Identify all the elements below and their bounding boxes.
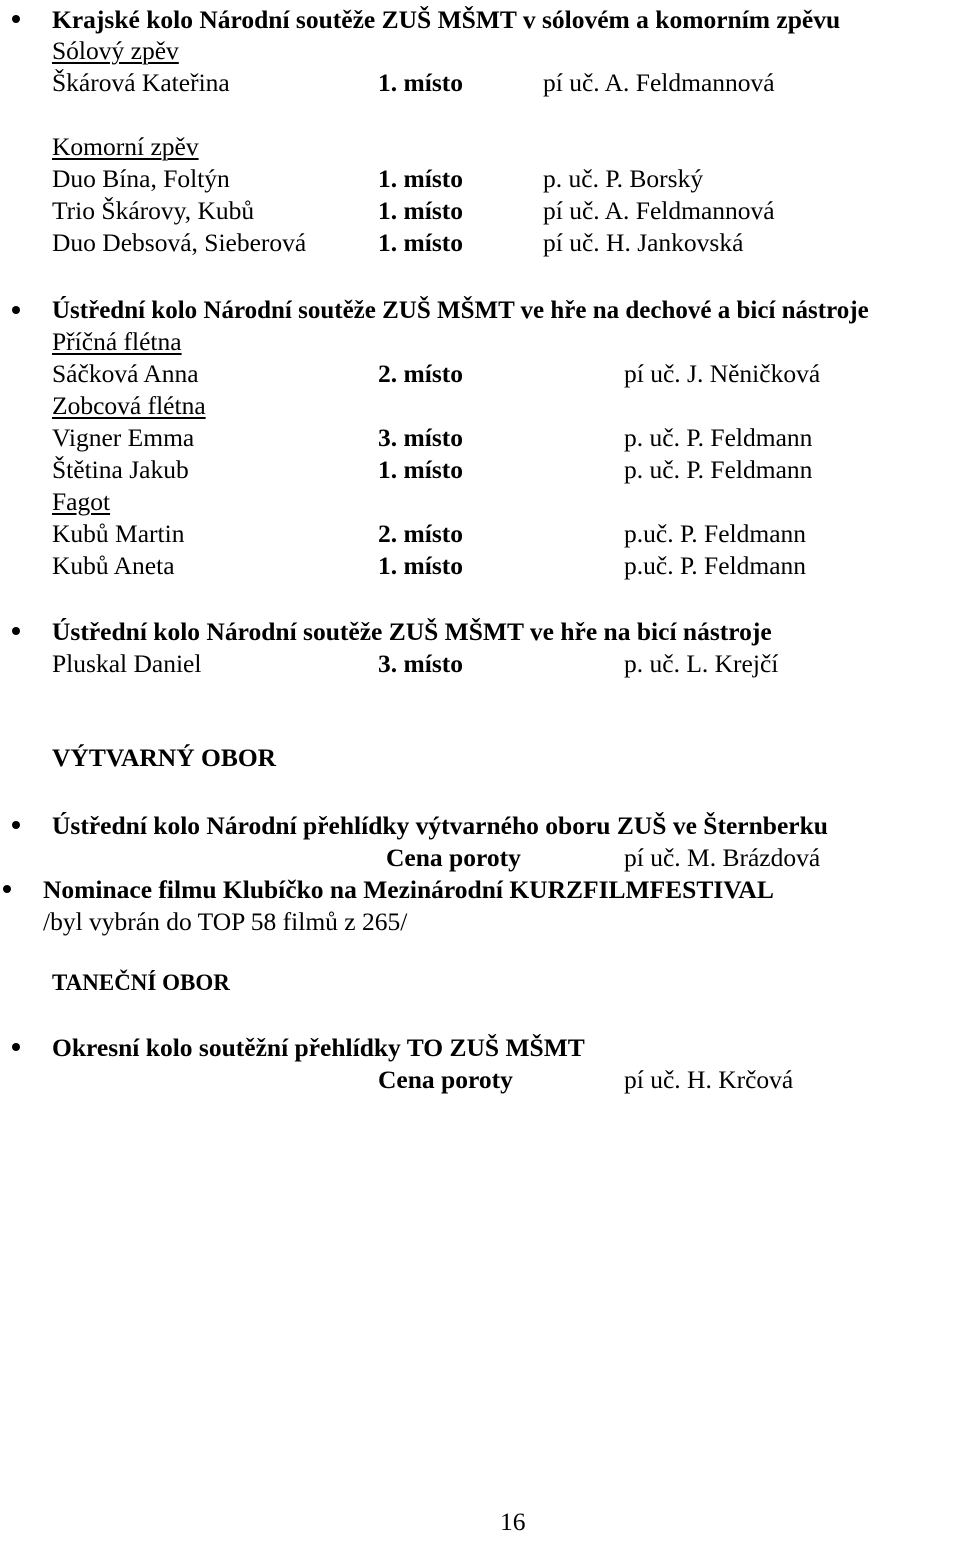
category-label: Fagot	[52, 487, 111, 516]
result-place: 1. místo	[378, 551, 463, 580]
result-teacher: pí uč. M. Brázdová	[624, 843, 821, 872]
section-heading: Ústřední kolo Národní soutěže ZUŠ MŠMT ve hře na bicí nástroje	[52, 617, 772, 646]
award-label: Cena poroty	[378, 1065, 513, 1094]
result-place: 1. místo	[378, 228, 463, 257]
bullet	[12, 627, 20, 635]
result-name: Štětina Jakub	[52, 455, 189, 484]
department-title: TANEČNÍ OBOR	[52, 970, 230, 995]
result-teacher: pí uč. H. Jankovská	[543, 228, 744, 257]
result-teacher: pí uč. A. Feldmannová	[543, 196, 775, 225]
result-name: Kubů Aneta	[52, 551, 175, 580]
result-teacher: p. uč. L. Krejčí	[624, 649, 779, 678]
result-teacher: p. uč. P. Borský	[543, 164, 704, 193]
result-name: Duo Bína, Foltýn	[52, 164, 230, 193]
nomination-note: /byl vybrán do TOP 58 filmů z 265/	[43, 907, 408, 936]
result-place: 2. místo	[378, 519, 463, 548]
result-teacher: pí uč. A. Feldmannová	[543, 68, 775, 97]
category-label: Zobcová flétna	[52, 391, 206, 420]
section-heading: Okresní kolo soutěžní přehlídky TO ZUŠ MŠMT	[52, 1033, 585, 1062]
department-title: VÝTVARNÝ OBOR	[52, 743, 277, 772]
result-place: 1. místo	[378, 68, 463, 97]
result-name: Vigner Emma	[52, 423, 195, 452]
category-label: Komorní zpěv	[52, 132, 199, 161]
section-heading: Ústřední kolo Národní soutěže ZUŠ MŠMT ve hře na dechové a bicí nástroje	[52, 297, 869, 324]
bullet	[12, 15, 20, 23]
bullet	[12, 306, 20, 314]
result-place: 1. místo	[378, 196, 463, 225]
bullet	[12, 821, 20, 829]
result-name: Duo Debsová, Sieberová	[52, 228, 307, 257]
result-teacher: p.uč. P. Feldmann	[624, 519, 807, 548]
bullet	[12, 1043, 20, 1051]
result-teacher: p.uč. P. Feldmann	[624, 551, 807, 580]
award-label: Cena poroty	[386, 843, 521, 872]
result-place: 3. místo	[378, 649, 463, 678]
bullet	[3, 885, 11, 893]
result-place: 1. místo	[378, 164, 463, 193]
category-label: Příčná flétna	[52, 327, 182, 356]
result-teacher: pí uč. J. Něničková	[624, 359, 821, 388]
page-number: 16	[500, 1507, 526, 1536]
result-name: Trio Škárovy, Kubů	[52, 196, 255, 225]
result-place: 3. místo	[378, 423, 463, 452]
result-name: Kubů Martin	[52, 519, 185, 548]
result-teacher: p. uč. P. Feldmann	[624, 423, 813, 452]
result-name: Sáčková Anna	[52, 359, 199, 388]
result-name: Škárová Kateřina	[52, 68, 230, 97]
nomination-text: Nominace filmu Klubíčko na Mezinárodní KURZFILMFESTIVAL	[43, 875, 774, 904]
result-teacher: p. uč. P. Feldmann	[624, 455, 813, 484]
category-label: Sólový zpěv	[52, 36, 179, 65]
result-name: Pluskal Daniel	[52, 649, 202, 678]
result-place: 1. místo	[378, 455, 463, 484]
result-place: 2. místo	[378, 359, 463, 388]
result-teacher: pí uč. H. Krčová	[624, 1065, 794, 1094]
section-heading: Ústřední kolo Národní přehlídky výtvarného oboru ZUŠ ve Šternberku	[52, 811, 828, 840]
section-heading: Krajské kolo Národní soutěže ZUŠ MŠMT v sólovém a komorním zpěvu	[52, 5, 841, 34]
